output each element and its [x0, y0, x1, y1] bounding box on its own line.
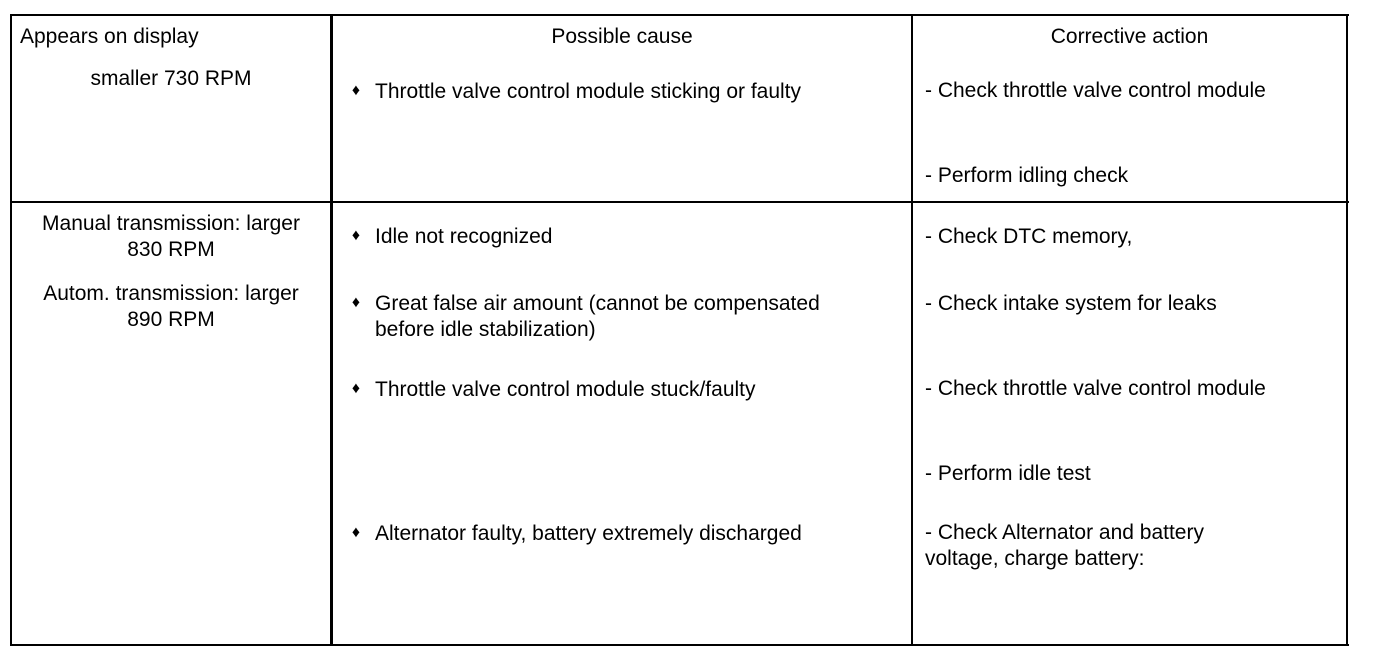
- row2-action-3: - Check throttle valve control module: [925, 377, 1266, 400]
- row1-display: smaller 730 RPM: [90, 67, 252, 90]
- bullet-icon: ♦: [351, 524, 361, 541]
- row1-cause-1: Throttle valve control module sticking or faulty: [375, 80, 802, 103]
- row1-action-1: - Check throttle valve control module: [925, 79, 1266, 102]
- header-display: Appears on display: [20, 25, 199, 48]
- bullet-icon: ♦: [351, 380, 361, 397]
- table-border-bottom: [10, 644, 1349, 646]
- row2-display-autom-2: 890 RPM: [127, 308, 215, 331]
- bullet-icon: ♦: [351, 294, 361, 311]
- row2-action-2: - Check intake system for leaks: [925, 292, 1217, 315]
- row2-cause-1: Idle not recognized: [375, 225, 553, 248]
- row2-cause-2: Great false air amount (cannot be compensated: [375, 292, 820, 315]
- row2-display-manual-2: 830 RPM: [127, 238, 215, 261]
- column-divider-1: [330, 14, 333, 646]
- row1-action-2: - Perform idling check: [925, 164, 1129, 187]
- row2-cause-4: Alternator faulty, battery extremely discharged: [375, 522, 802, 545]
- row2-action-5: - Check Alternator and battery: [925, 521, 1204, 544]
- table-border-right: [1346, 14, 1348, 646]
- table-border-top: [10, 14, 1349, 16]
- row2-cause-3: Throttle valve control module stuck/faulty: [375, 378, 756, 401]
- column-divider-2: [911, 14, 913, 646]
- row2-action-1: - Check DTC memory,: [925, 225, 1133, 248]
- row2-cause-2-cont: before idle stabilization): [375, 318, 596, 341]
- bullet-icon: ♦: [351, 227, 361, 244]
- row2-display-autom-1: Autom. transmission: larger: [43, 282, 299, 305]
- header-cause: Possible cause: [551, 25, 693, 48]
- row2-action-5-cont: voltage, charge battery:: [925, 547, 1145, 570]
- bullet-icon: ♦: [351, 82, 361, 99]
- row2-display-manual-1: Manual transmission: larger: [42, 212, 300, 235]
- row2-action-4: - Perform idle test: [925, 462, 1091, 485]
- row-divider: [10, 201, 1349, 203]
- header-action: Corrective action: [1050, 25, 1209, 48]
